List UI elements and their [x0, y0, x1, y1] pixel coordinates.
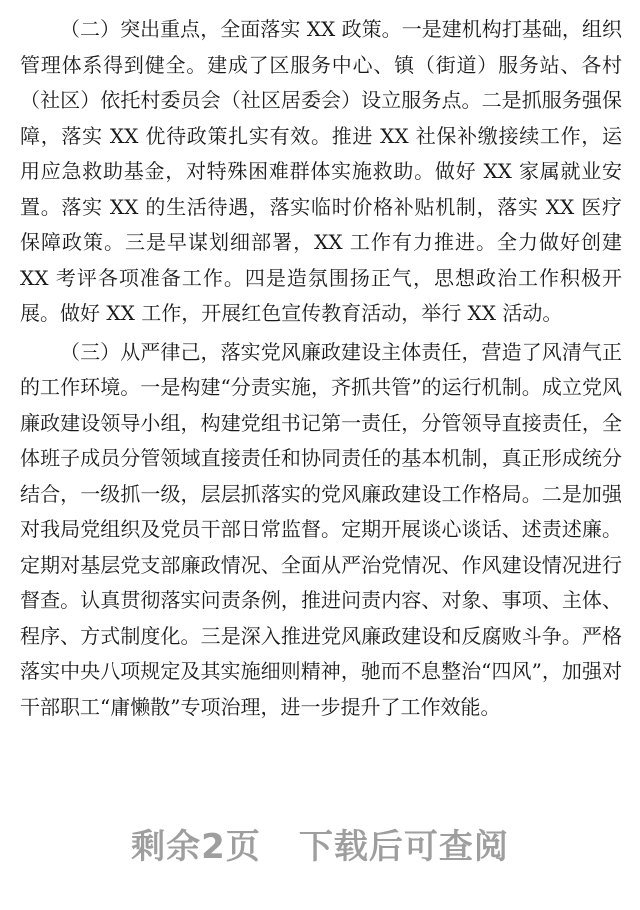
download-prompt-label: 下载后可查阅: [298, 827, 509, 867]
download-banner[interactable]: [0, 822, 640, 872]
paragraph-focus-policy: （二）突出重点，全面落实 XX 政策。一是建机构打基础，组织管理体系得到健全。建成了区服务中心、镇（街道）服务站、各村（社区）依托村委员会（社区居委会）设立服务点。二是抓服务强保障，落实 XX 优待政策扎实有效。推进 XX 社保补缴接续工作，运用应急救助基金，对特殊困难群体实施救助。做好 XX 家属就业安置。落实 XX 的生活待遇，落实临时价格补贴机制，落实 XX 医疗保障政策。三是早谋划细部署，XX 工作有力推进。全力做好创建 XX 考评各项准备工作。四是造氛围扬正气，思想政治工作积极开展。做好 XX 工作，开展红色宣传教育活动，举行 XX 活动。: [20, 17, 622, 325]
remaining-pages-label: 剩余2页: [131, 827, 261, 867]
document-body: [20, 12, 622, 725]
paragraph-self-discipline: （三）从严律己，落实党风廉政建设主体责任，营造了风清气正的工作环境。一是构建“分责实施，齐抓共管”的运行机制。成立党风廉政建设领导小组，构建党组书记第一责任，分管领导直接责任，全体班子成员分管领域直接责任和协同责任的基本机制，真正形成统分结合，一级抓一级，层层抓落实的党风廉政建设工作格局。二是加强对我局党组织及党员干部日常监督。定期开展谈心谈话、述责述廉。定期对基层党支部廉政情况、全面从严治党情况、作风建设情况进行督查。认真贯彻落实问责条例，推进问责内容、对象、事项、主体、程序、方式制度化。三是深入推进党风廉政建设和反腐败斗争。严格落实中央八项规定及其实施细则精神，驰而不息整治“四风”，加强对干部职工“庸懒散”专项治理，进一步提升了工作效能。: [20, 339, 622, 719]
